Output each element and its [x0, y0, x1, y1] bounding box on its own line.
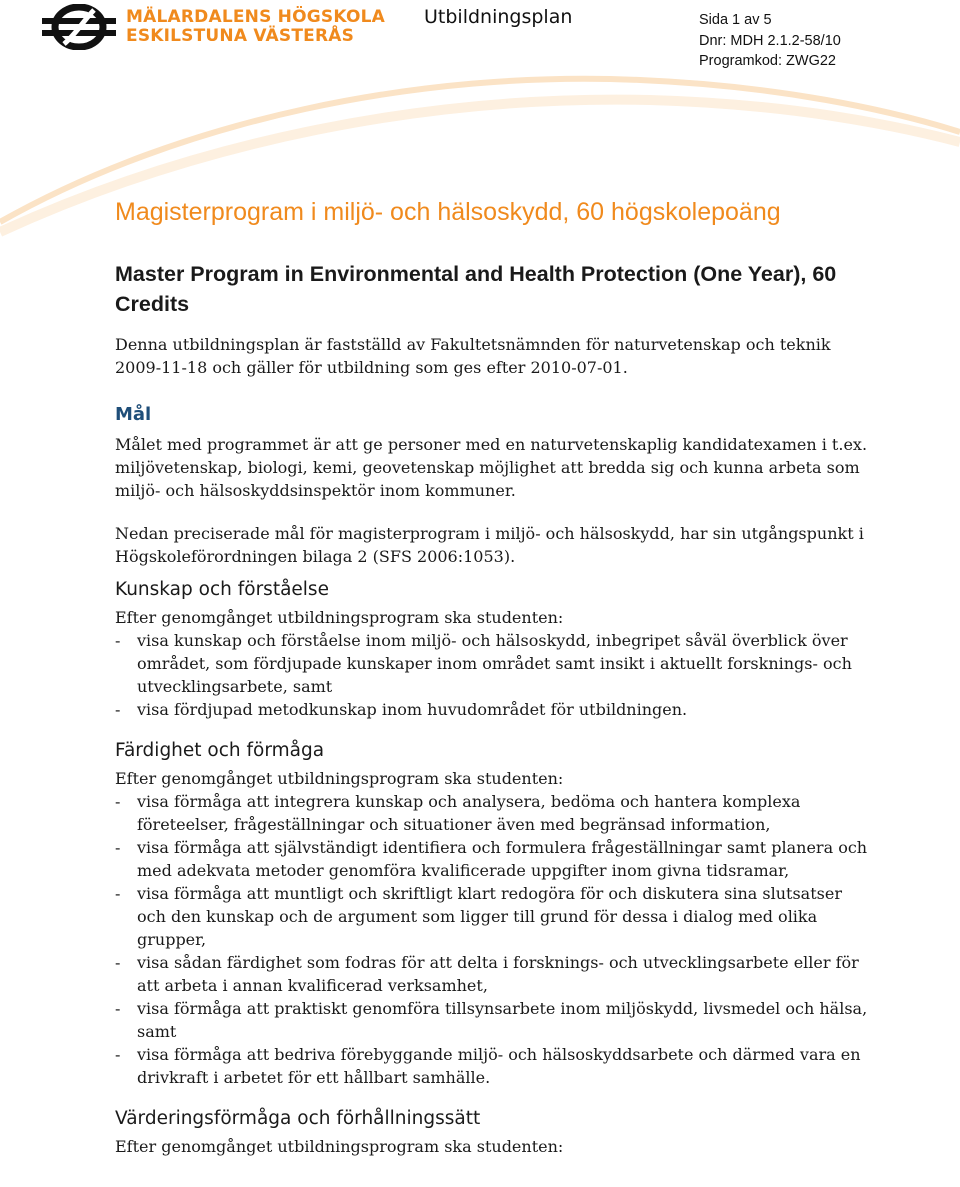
dash-marker: - — [115, 838, 121, 857]
intro-paragraph: Denna utbildningsplan är fastställd av Fakultetsnämnden för naturvetenskap och teknik 2009-11-18 och gäller för utbildning som ges efter 2010-07-01. — [115, 335, 831, 377]
list-item: - visa förmåga att bedriva förebyggande miljö- och hälsoskyddsarbete och därmed vara en drivkraft i arbetet för ett hållbart samhälle. — [115, 1045, 861, 1087]
skills-lead: Efter genomgånget utbildningsprogram ska studenten: — [115, 769, 564, 788]
dash-marker: - — [115, 631, 121, 650]
logo-emblem-icon — [42, 4, 116, 50]
values-heading: Värderingsförmåga och förhållningssätt — [115, 1108, 481, 1129]
knowledge-list — [115, 629, 875, 721]
dash-marker: - — [115, 792, 121, 811]
dash-marker: - — [115, 884, 121, 903]
university-logo — [42, 4, 385, 50]
skills-list — [115, 790, 875, 1089]
program-code: Programkod: ZWG22 — [699, 53, 836, 69]
title-swedish: Magisterprogram i miljö- och hälsoskydd, 60 högskolepoäng — [115, 198, 781, 226]
document-body — [115, 196, 875, 1158]
list-item: - visa förmåga att självständigt identifiera och formulera frågeställningar samt planera och med adekvata metoder genomföra kvalificerade uppgifter inom givna tidsramar, — [115, 838, 868, 880]
dnr: Dnr: MDH 2.1.2-58/10 — [699, 32, 841, 49]
logo-line-2: ESKILSTUNA VÄSTERÅS — [126, 26, 355, 46]
list-item: - visa sådan färdighet som fodras för att delta i forsknings- och utvecklingsarbete eller för att arbeta i annan kvalificerad verksamhet, — [115, 953, 859, 995]
goal-heading: Mål — [115, 404, 152, 425]
list-item: - visa fördjupad metodkunskap inom huvudområdet för utbildningen. — [115, 700, 688, 719]
dash-marker: - — [115, 1045, 121, 1064]
goal-paragraph-2: Nedan preciserade mål för magisterprogram i miljö- och hälsoskydd, har sin utgångspunkt i Högskoleförordningen bilaga 2 (SFS 2006:1053). — [115, 524, 864, 566]
goal-paragraph-1: Målet med programmet är att ge personer med en naturvetenskaplig kandidatexamen i t.ex. miljövetenskap, biologi, kemi, geovetenskap möjlighet att bredda sig och kunna arbeta som miljö- och hälsoskyddsinspektör inom kommuner. — [115, 435, 868, 500]
list-item: - visa kunskap och förståelse inom miljö- och hälsoskydd, inbegripet såväl överblick över området, som fördjupade kunskaper inom området samt insikt i aktuellt forsknings- och utvecklingsarbete, samt — [115, 631, 852, 696]
knowledge-lead: Efter genomgånget utbildningsprogram ska studenten: — [115, 608, 564, 627]
skills-heading: Färdighet och förmåga — [115, 740, 325, 761]
title-english: Master Program in Environmental and Health Protection (One Year), 60 Credits — [115, 262, 837, 316]
document-meta — [699, 10, 841, 72]
dash-marker: - — [115, 700, 121, 719]
values-lead: Efter genomgånget utbildningsprogram ska studenten: — [115, 1137, 564, 1156]
knowledge-heading: Kunskap och förståelse — [115, 579, 329, 600]
document-type: Utbildningsplan — [424, 6, 573, 28]
list-item: - visa förmåga att integrera kunskap och analysera, bedöma och hantera komplexa företeelser, frågeställningar och situationer även med begränsad information, — [115, 792, 801, 834]
list-item: - visa förmåga att muntligt och skriftligt klart redogöra för och diskutera sina slutsatser och den kunskap och de argument som ligger till grund för dessa i dialog med olika grupper, — [115, 884, 842, 949]
dash-marker: - — [115, 999, 121, 1018]
dash-marker: - — [115, 953, 121, 972]
page-info: Sida 1 av 5 — [699, 12, 772, 28]
list-item: - visa förmåga att praktiskt genomföra tillsynsarbete inom miljöskydd, livsmedel och hälsa, samt — [115, 999, 868, 1041]
logo-line-1: MÄLARDALENS HÖGSKOLA — [126, 7, 385, 27]
